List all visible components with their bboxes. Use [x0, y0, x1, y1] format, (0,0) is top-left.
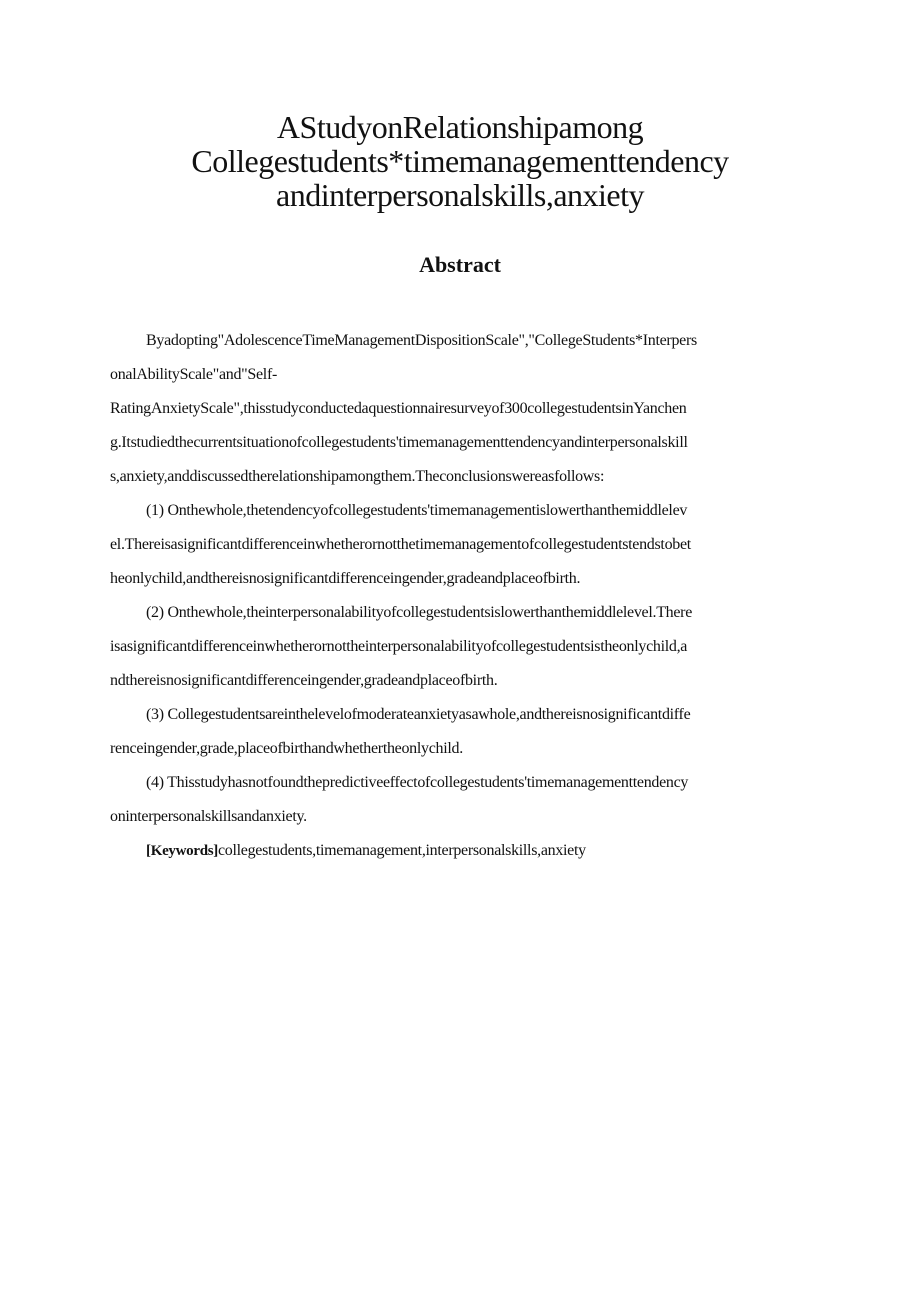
abstract-line: Byadopting"AdolescenceTimeManagementDispositionScale","CollegeStudents*Interpers	[146, 332, 697, 349]
abstract-heading: Abstract	[419, 252, 501, 277]
abstract-line: oninterpersonalskillsandanxiety.	[110, 808, 307, 825]
abstract-body	[110, 324, 814, 868]
keywords-line	[146, 834, 814, 868]
abstract-line: (1) Onthewhole,thetendencyofcollegestudents'timemanagementislowerthanthemiddlelev	[146, 502, 688, 519]
abstract-line: (3) Collegestudentsareinthelevelofmoderateanxietyasawhole,andthereisnosignificantdiffe	[146, 706, 691, 723]
title-line-2: Collegestudents*timemanagementtendency	[191, 143, 729, 179]
abstract-line: isasignificantdifferenceinwhetherornottheinterpersonalabilityofcollegestudentsistheonlychild,a	[110, 638, 688, 655]
abstract-line: RatingAnxietyScale",thisstudyconductedaquestionnairesurveyof300collegestudentsinYanchen	[110, 400, 687, 417]
paper-title	[90, 110, 830, 212]
keywords-label: [Keywords]	[146, 843, 218, 859]
title-line-1: AStudyonRelationshipamong	[276, 109, 644, 145]
keywords-text: collegestudents,timemanagement,interpersonalskills,anxiety	[218, 842, 586, 859]
abstract-line: renceingender,grade,placeofbirthandwhethertheonlychild.	[110, 740, 463, 757]
abstract-line: (4) Thisstudyhasnotfoundthepredictiveeffectofcollegestudents'timemanagementtendency	[146, 774, 689, 791]
abstract-line: s,anxiety,anddiscussedtherelationshipamongthem.Theconclusionswereasfollows:	[110, 468, 605, 485]
abstract-line: onalAbilityScale"and"Self-	[110, 366, 277, 383]
abstract-line: heonlychild,andthereisnosignificantdifferenceingender,gradeandplaceofbirth.	[110, 570, 581, 587]
abstract-line: g.Itstudiedthecurrentsituationofcollegestudents'timemanagementtendencyandinterpersonalskill	[110, 434, 688, 451]
abstract-line: (2) Onthewhole,theinterpersonalabilityofcollegestudentsislowerthanthemiddlelevel.There	[146, 604, 693, 621]
abstract-line: el.Thereisasignificantdifferenceinwhetherornotthetimemanagementofcollegestudentstendstobet	[110, 536, 691, 553]
abstract-line: ndthereisnosignificantdifferenceingender,gradeandplaceofbirth.	[110, 672, 498, 689]
title-line-3: andinterpersonalskills,anxiety	[275, 177, 644, 213]
